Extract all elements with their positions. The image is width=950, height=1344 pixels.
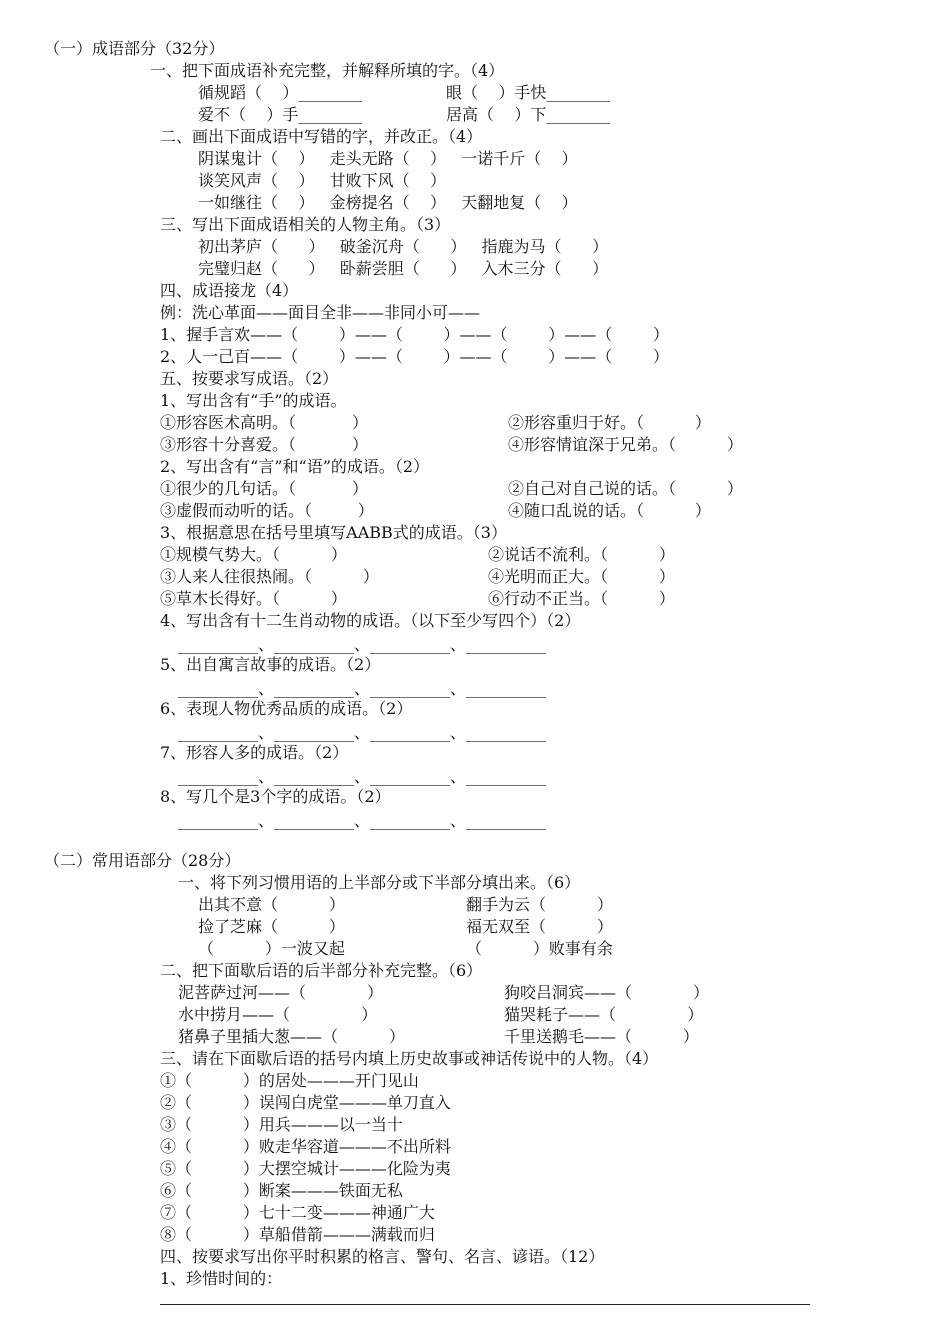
saying-item[interactable]: （ ）一波又起 xyxy=(198,939,345,958)
section-1-title: （一）成语部分（32分） xyxy=(44,39,225,58)
idiom-meaning-item[interactable]: ②形容重归于好。（ ） xyxy=(508,413,711,432)
question-1-1-title: 一、把下面成语补充完整，并解释所填的字。（4） xyxy=(150,61,505,80)
aabb-item[interactable]: ④光明而正大。（ ） xyxy=(488,567,675,586)
answer-blanks[interactable]: __________、__________、__________、__________ xyxy=(178,811,547,830)
sub-question-title: 7、形容人多的成语。（2） xyxy=(160,743,349,762)
sub-question-title: 6、表现人物优秀品质的成语。（2） xyxy=(160,699,413,718)
chain-row[interactable]: 2、人一己百——（ ）——（ ）——（ ）——（ ） xyxy=(160,347,669,366)
typo-row[interactable]: 谈笑风声（ ） 甘败下风（ ） xyxy=(198,171,446,190)
idiom-meaning-item[interactable]: ①形容医术高明。（ ） xyxy=(160,413,368,432)
sub-question-title: 1、写出含有“手”的成语。 xyxy=(160,391,347,410)
idiom-meaning-item[interactable]: ①很少的几句话。（ ） xyxy=(160,479,368,498)
idiom-meaning-item[interactable]: ④形容情谊深于兄弟。（ ） xyxy=(508,435,743,454)
question-1-5-title: 五、按要求写成语。（2） xyxy=(160,369,339,388)
chain-row[interactable]: 1、握手言欢——（ ）——（ ）——（ ）——（ ） xyxy=(160,325,669,344)
figure-item[interactable]: ⑥（ ）断案———铁面无私 xyxy=(160,1181,403,1200)
idiom-meaning-item[interactable]: ②自己对自己说的话。（ ） xyxy=(508,479,743,498)
xiehouyu-item[interactable]: 千里送鹅毛——（ ） xyxy=(504,1027,699,1046)
answer-blanks[interactable]: __________、__________、__________、__________ xyxy=(178,635,547,654)
character-row[interactable]: 完璧归赵（ ） 卧薪尝胆（ ） 入木三分（ ） xyxy=(198,259,609,278)
figure-item[interactable]: ①（ ）的居处———开门见山 xyxy=(160,1071,419,1090)
xiehouyu-item[interactable]: 水中捞月——（ ） xyxy=(178,1005,378,1024)
sub-question-title: 4、写出含有十二生肖动物的成语。（以下至少写四个）（2） xyxy=(160,611,581,630)
question-1-2-title: 二、画出下面成语中写错的字，并改正。（4） xyxy=(160,127,483,146)
xiehouyu-item[interactable]: 狗咬吕洞宾——（ ） xyxy=(504,983,710,1002)
aabb-item[interactable]: ③人来人往很热闹。（ ） xyxy=(160,567,379,586)
idiom-fill-item[interactable]: 眼（ ）手快________ xyxy=(446,83,611,102)
answer-blanks[interactable]: __________、__________、__________、__________ xyxy=(178,679,547,698)
xiehouyu-item[interactable]: 泥菩萨过河——（ ） xyxy=(178,983,384,1002)
aabb-item[interactable]: ⑥行动不正当。（ ） xyxy=(488,589,675,608)
aabb-item[interactable]: ①规模气势大。（ ） xyxy=(160,545,347,564)
xiehouyu-item[interactable]: 猪鼻子里插大葱——（ ） xyxy=(178,1027,405,1046)
question-2-2-title: 二、把下面歇后语的后半部分补充完整。（6） xyxy=(160,961,483,980)
aabb-item[interactable]: ⑤草木长得好。（ ） xyxy=(160,589,347,608)
idiom-fill-item[interactable]: 循规蹈（ ）________ xyxy=(198,83,363,102)
figure-item[interactable]: ③（ ）用兵———以一当十 xyxy=(160,1115,403,1134)
sub-question-title: 1、珍惜时间的： xyxy=(160,1269,283,1288)
figure-item[interactable]: ④（ ）败走华容道———不出所料 xyxy=(160,1137,451,1156)
sub-question-title: 8、写几个是3个字的成语。（2） xyxy=(160,787,391,806)
question-2-4-title: 四、按要求写出你平时积累的格言、警句、名言、谚语。（12） xyxy=(160,1247,605,1266)
question-1-3-title: 三、写出下面成语相关的人物主角。（3） xyxy=(160,215,451,234)
figure-item[interactable]: ⑦（ ）七十二变———神通广大 xyxy=(160,1203,435,1222)
typo-row[interactable]: 一如继往（ ） 金榜提名（ ） 天翻地复（ ） xyxy=(198,193,578,212)
idiom-fill-item[interactable]: 居高（ ）下________ xyxy=(446,105,611,124)
sub-question-title: 5、出自寓言故事的成语。（2） xyxy=(160,655,381,674)
question-2-1-title: 一、将下列习惯用语的上半部分或下半部分填出来。（6） xyxy=(178,873,581,892)
answer-blanks[interactable]: __________、__________、__________、__________ xyxy=(178,723,547,742)
saying-item[interactable]: （ ）败事有余 xyxy=(466,939,613,958)
figure-item[interactable]: ②（ ）误闯白虎堂———单刀直入 xyxy=(160,1093,451,1112)
saying-item[interactable]: 出其不意（ ） xyxy=(198,895,345,914)
figure-item[interactable]: ⑧（ ）草船借箭———满载而归 xyxy=(160,1225,435,1244)
idiom-fill-item[interactable]: 爱不（ ）手________ xyxy=(198,105,363,124)
saying-item[interactable]: 翻手为云（ ） xyxy=(466,895,613,914)
character-row[interactable]: 初出茅庐（ ） 破釜沉舟（ ） 指鹿为马（ ） xyxy=(198,237,609,256)
idiom-meaning-item[interactable]: ③形容十分喜爱。（ ） xyxy=(160,435,368,454)
aabb-item[interactable]: ②说话不流利。（ ） xyxy=(488,545,675,564)
answer-blanks[interactable]: __________、__________、__________、__________ xyxy=(178,767,547,786)
xiehouyu-item[interactable]: 猫哭耗子——（ ） xyxy=(504,1005,704,1024)
question-2-3-title: 三、请在下面歇后语的括号内填上历史故事或神话传说中的人物。（4） xyxy=(160,1049,659,1068)
idiom-meaning-item[interactable]: ④随口乱说的话。（ ） xyxy=(508,501,711,520)
saying-item[interactable]: 福无双至（ ） xyxy=(466,917,613,936)
sub-question-title: 3、根据意思在括号里填写AABB式的成语。（3） xyxy=(160,523,507,542)
question-1-4-title: 四、成语接龙（4） xyxy=(160,281,299,300)
idiom-meaning-item[interactable]: ③虚假而动听的话。（ ） xyxy=(160,501,374,520)
section-2-title: （二）常用语部分（28分） xyxy=(44,851,241,870)
answer-line[interactable] xyxy=(160,1304,810,1305)
sub-question-title: 2、写出含有“言”和“语”的成语。（2） xyxy=(160,457,430,476)
figure-item[interactable]: ⑤（ ）大摆空城计———化险为夷 xyxy=(160,1159,451,1178)
typo-row[interactable]: 阴谋鬼计（ ） 走头无路（ ） 一诺千斤（ ） xyxy=(198,149,578,168)
chain-example: 例：洗心革面——面目全非——非同小可—— xyxy=(160,303,481,322)
saying-item[interactable]: 捡了芝麻（ ） xyxy=(198,917,345,936)
